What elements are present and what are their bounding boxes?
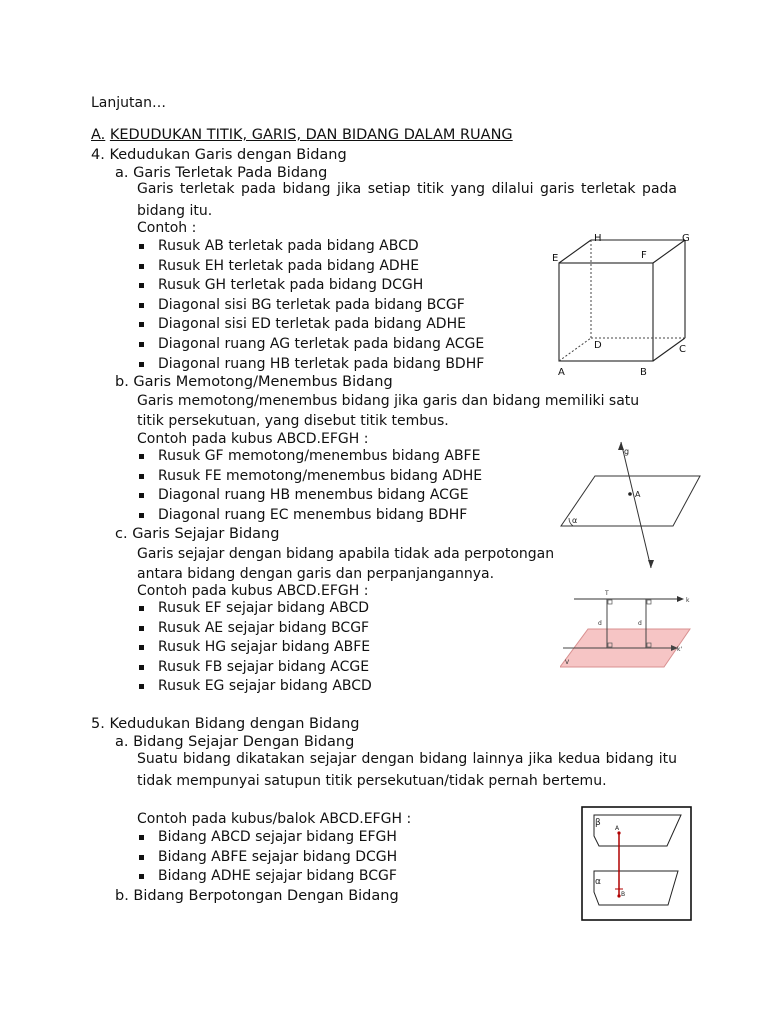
list-item: Diagonal ruang AG terletak pada bidang ACGE	[136, 335, 484, 355]
pierce-label-a: A	[635, 490, 641, 499]
cube-label-f: F	[641, 250, 647, 261]
list-item: Rusuk AB terletak pada bidang ABCD	[136, 237, 484, 257]
cube-label-g: G	[682, 233, 690, 244]
list-item: Bidang ADHE sejajar bidang BCGF	[136, 867, 397, 887]
list-item: Rusuk FB sejajar bidang ACGE	[136, 658, 372, 678]
planes-label-beta: β	[595, 818, 601, 828]
list-item: Rusuk GF memotong/menembus bidang ABFE	[136, 447, 482, 467]
list-item: Diagonal sisi BG terletak pada bidang BCGF	[136, 296, 484, 316]
list-item: Rusuk HG sejajar bidang ABFE	[136, 638, 372, 658]
parallel-label-k: k	[686, 597, 690, 604]
section-4a-list	[136, 237, 484, 374]
section-4c-list	[136, 599, 372, 697]
list-item: Rusuk EG sejajar bidang ABCD	[136, 677, 372, 697]
section-5a-title: a. Bidang Sejajar Dengan Bidang	[115, 734, 355, 750]
cube-label-h: H	[594, 233, 602, 244]
planes-parallel-figure	[581, 806, 693, 922]
list-item: Diagonal ruang EC menembus bidang BDHF	[136, 506, 482, 526]
list-item: Diagonal ruang HB terletak pada bidang BDHF	[136, 355, 484, 375]
section-5a-desc: Suatu bidang dikatakan sejajar dengan bidang lainnya jika kedua bidang itu tidak mempunyai satupun titik persekutuan/tidak pernah bertemu.	[137, 751, 677, 789]
list-item: Bidang ABFE sejajar bidang DCGH	[136, 848, 397, 868]
section-5-title: 5. Kedudukan Bidang dengan Bidang	[91, 716, 360, 732]
section-4b-desc-line1: Garis memotong/menembus bidang jika garis dan bidang memiliki satu	[137, 393, 640, 409]
section-4c-contoh: Contoh pada kubus ABCD.EFGH :	[137, 583, 369, 599]
section-5a-contoh: Contoh pada kubus/balok ABCD.EFGH :	[137, 811, 412, 827]
planes-label-alpha: α	[595, 877, 601, 887]
section-5a-list	[136, 828, 397, 887]
pierce-label-alpha: α	[572, 516, 578, 525]
intro-text: Lanjutan…	[91, 95, 166, 111]
section-4b-title: b. Garis Memotong/Menembus Bidang	[115, 374, 393, 390]
parallel-label-t: T	[605, 590, 609, 597]
section-4b-list	[136, 447, 482, 525]
parallel-label-d2: d	[638, 620, 642, 627]
pierce-label-g: g	[624, 447, 630, 456]
cube-label-e: E	[552, 253, 559, 264]
section-4c-desc-line2: antara bidang dengan garis dan perpanjangannya.	[137, 566, 495, 582]
cube-label-c: C	[679, 344, 686, 355]
parallel-label-k2: k'	[677, 646, 683, 653]
section-a-letter: A.	[91, 127, 106, 143]
list-item: Rusuk FE memotong/menembus bidang ADHE	[136, 467, 482, 487]
line-pierce-figure	[555, 440, 705, 570]
section-5b-title: b. Bidang Berpotongan Dengan Bidang	[115, 888, 399, 904]
list-item: Rusuk EH terletak pada bidang ADHE	[136, 257, 484, 277]
cube-figure	[545, 228, 700, 380]
section-4b-contoh: Contoh pada kubus ABCD.EFGH :	[137, 431, 369, 447]
list-item: Diagonal sisi ED terletak pada bidang ADHE	[136, 315, 484, 335]
parallel-label-v: V	[565, 659, 570, 666]
cube-label-b: B	[640, 367, 647, 378]
list-item: Diagonal ruang HB menembus bidang ACGE	[136, 486, 482, 506]
section-4-title: 4. Kedudukan Garis dengan Bidang	[91, 147, 347, 163]
list-item: Rusuk AE sejajar bidang BCGF	[136, 619, 372, 639]
planes-label-a: A	[615, 825, 620, 832]
line-parallel-figure	[560, 585, 695, 675]
section-4c-desc-line1: Garis sejajar dengan bidang apabila tidak ada perpotongan	[137, 546, 555, 562]
parallel-label-d1: d	[598, 620, 602, 627]
section-4b-desc-line2: titik persekutuan, yang disebut titik tembus.	[137, 413, 449, 429]
planes-label-b: B	[621, 891, 626, 898]
list-item: Rusuk EF sejajar bidang ABCD	[136, 599, 372, 619]
section-a-title: KEDUDUKAN TITIK, GARIS, DAN BIDANG DALAM RUANG	[109, 127, 513, 143]
section-4c-title: c. Garis Sejajar Bidang	[115, 526, 280, 542]
section-4a-title: a. Garis Terletak Pada Bidang	[115, 165, 328, 181]
section-4a-contoh: Contoh :	[137, 220, 197, 236]
section-a-heading	[91, 126, 513, 144]
list-item: Rusuk GH terletak pada bidang DCGH	[136, 276, 484, 296]
cube-label-a: A	[558, 367, 565, 378]
section-4a-desc: Garis terletak pada bidang jika setiap titik yang dilalui garis terletak pada bidang itu.	[137, 181, 677, 219]
list-item: Bidang ABCD sejajar bidang EFGH	[136, 828, 397, 848]
cube-label-d: D	[594, 340, 602, 351]
